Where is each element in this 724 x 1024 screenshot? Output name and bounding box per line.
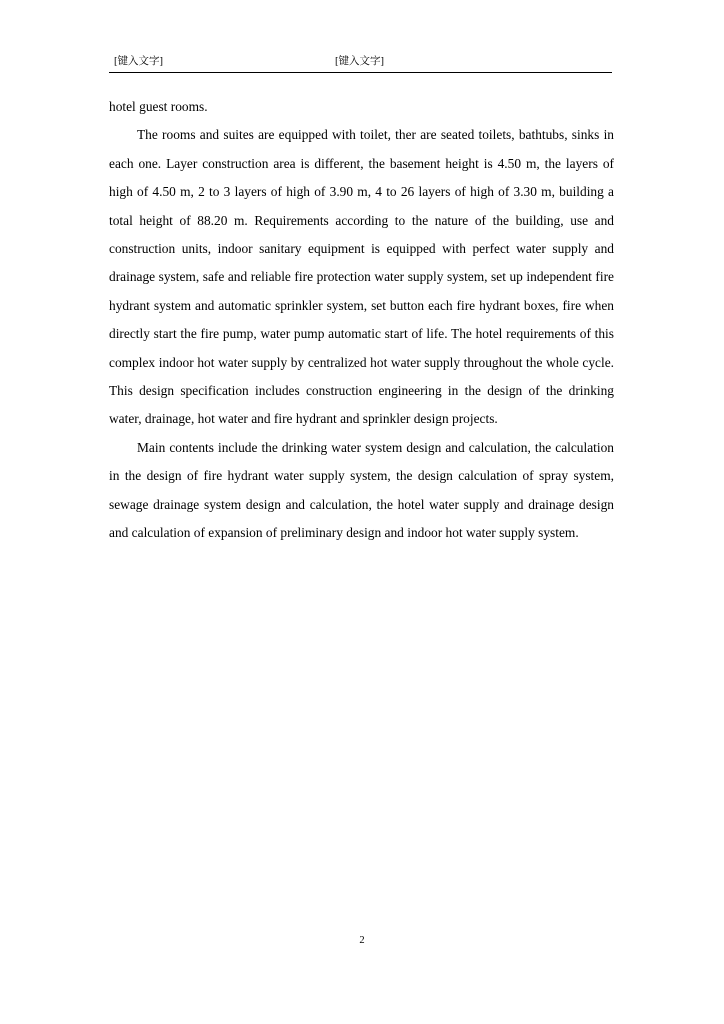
paragraph-rooms-and-systems: The rooms and suites are equipped with toilet, ther are seated toilets, bathtubs, sinks in each one. Layer construction area is different, the basement height is 4.50 m, the layers of high of 4.50 m, 2 to 3 layers of high of 3.90 m, 4 to 26 layers of high of 3.30 m, building a total height of 88.20 m. Requirements according to the nature of the building, use and construction units, indoor sanitary equipment is equipped with perfect water supply and drainage system, safe and reliable fire protection water supply system, set up independent fire hydrant system and automatic sprinkler system, set button each fire hydrant boxes, fire when directly start the fire pump, water pump automatic start of life. The hotel requirements of this complex indoor hot water supply by centralized hot water supply throughout the whole cycle. This design specification includes construction engineering in the design of the drinking water, drainage, hot water and fire hydrant and sprinkler design projects.	[109, 127, 614, 427]
page-number: 2	[359, 935, 365, 946]
paragraph-main-contents: Main contents include the drinking water system design and calculation, the calculation in the design of fire hydrant water supply system, the design calculation of spray system, sewage drainage system design and calculation, the hotel water supply and drainage design and calculation of expansion of preliminary design and indoor hot water supply system.	[109, 439, 614, 541]
page-header	[109, 54, 612, 73]
paragraph-continuation: hotel guest rooms.	[109, 99, 208, 114]
header-center-placeholder[interactable]: [键入文字]	[335, 56, 384, 67]
header-left-placeholder[interactable]: [键入文字]	[114, 56, 163, 67]
body-text	[109, 93, 614, 548]
